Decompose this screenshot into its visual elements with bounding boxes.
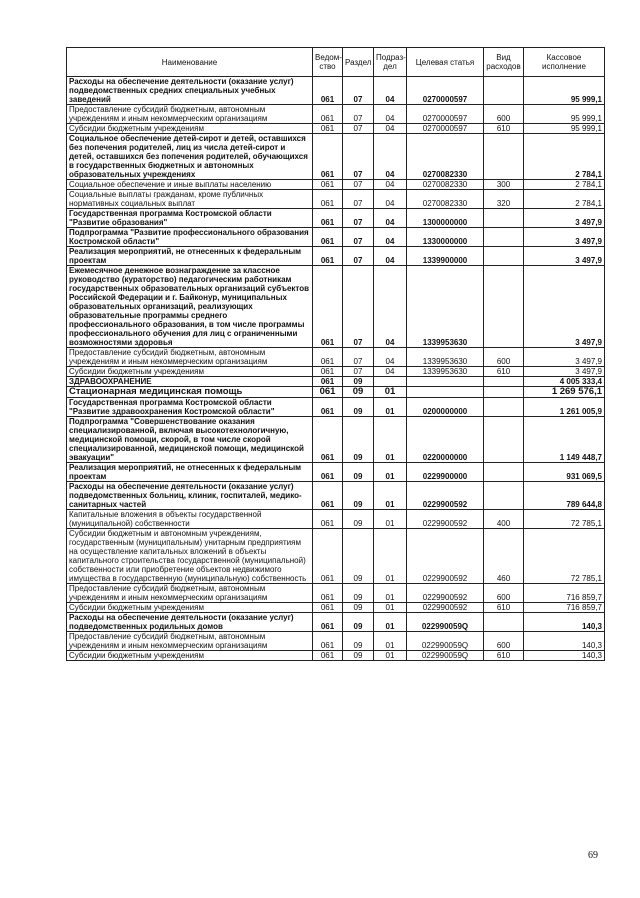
cell-name: Субсидии бюджетным учреждениям	[67, 124, 313, 134]
cell-kassa: 1 149 448,7	[524, 417, 605, 463]
cell-target	[407, 387, 484, 398]
cell-podrazdel: 04	[374, 77, 407, 105]
cell-name: Предоставление субсидий бюджетным, автономным учреждениям и иным некоммерческим организациям	[67, 105, 313, 124]
cell-name: Социальные выплаты гражданам, кроме публичных нормативных социальных выплат	[67, 190, 313, 209]
cell-ved: 061	[313, 266, 343, 348]
table-row	[67, 348, 605, 367]
cell-ved: 061	[313, 387, 343, 398]
table-row	[67, 377, 605, 387]
table-row	[67, 632, 605, 651]
cell-target: 0220000000	[407, 417, 484, 463]
cell-kassa: 789 644,8	[524, 482, 605, 510]
cell-target: 0270000597	[407, 105, 484, 124]
cell-razdel: 09	[343, 584, 374, 603]
cell-ved: 061	[313, 632, 343, 651]
cell-podrazdel: 01	[374, 463, 407, 482]
cell-kassa: 3 497,9	[524, 228, 605, 247]
cell-target: 0229900592	[407, 603, 484, 613]
cell-kassa: 2 784,1	[524, 134, 605, 180]
budget-table	[66, 47, 605, 661]
cell-razdel: 09	[343, 613, 374, 632]
table-row	[67, 266, 605, 348]
cell-ved: 061	[313, 134, 343, 180]
cell-podrazdel: 04	[374, 367, 407, 377]
cell-ved: 061	[313, 348, 343, 367]
cell-razdel: 09	[343, 417, 374, 463]
cell-vid: 600	[484, 105, 524, 124]
cell-name: Государственная программа Костромской области "Развитие здравоохранения Костромской области"	[67, 398, 313, 417]
cell-razdel: 09	[343, 529, 374, 584]
cell-name: Капитальные вложения в объекты государственной (муниципальной) собственности	[67, 510, 313, 529]
cell-ved: 061	[313, 482, 343, 510]
cell-razdel: 07	[343, 266, 374, 348]
cell-ved: 061	[313, 463, 343, 482]
cell-ved: 061	[313, 247, 343, 266]
cell-razdel: 07	[343, 209, 374, 228]
cell-vid	[484, 398, 524, 417]
cell-kassa: 95 999,1	[524, 77, 605, 105]
cell-podrazdel: 04	[374, 247, 407, 266]
cell-vid: 610	[484, 651, 524, 661]
header-target: Целевая статья	[407, 48, 484, 77]
cell-razdel: 09	[343, 632, 374, 651]
cell-name: Расходы на обеспечение деятельности (оказание услуг) подведомственных родильных домов	[67, 613, 313, 632]
cell-target: 0270000597	[407, 77, 484, 105]
cell-kassa: 931 069,5	[524, 463, 605, 482]
cell-target: 1339953630	[407, 348, 484, 367]
cell-target: 1339953630	[407, 266, 484, 348]
cell-target: 1330000000	[407, 228, 484, 247]
cell-vid	[484, 228, 524, 247]
cell-name: Предоставление субсидий бюджетным, автономным учреждениям и иным некоммерческим организациям	[67, 348, 313, 367]
cell-podrazdel: 01	[374, 529, 407, 584]
cell-target: 0229900000	[407, 463, 484, 482]
cell-vid	[484, 209, 524, 228]
cell-target: 022990059Q	[407, 613, 484, 632]
cell-target: 0229900592	[407, 510, 484, 529]
table-row	[67, 398, 605, 417]
cell-ved: 061	[313, 398, 343, 417]
cell-name: Социальное обеспечение детей-сирот и детей, оставшихся без попечения родителей, лиц из числа детей-сирот и детей, оставшихся без попечения родителей, обучающихся в государственных бюджетных и автономных образовательных учреждениях	[67, 134, 313, 180]
cell-podrazdel: 01	[374, 387, 407, 398]
cell-target: 0270000597	[407, 124, 484, 134]
cell-name: Государственная программа Костромской области "Развитие образования"	[67, 209, 313, 228]
cell-razdel: 09	[343, 482, 374, 510]
cell-vid: 300	[484, 180, 524, 190]
cell-razdel: 07	[343, 180, 374, 190]
cell-vid	[484, 613, 524, 632]
table-row	[67, 529, 605, 584]
table-row	[67, 613, 605, 632]
cell-ved: 061	[313, 124, 343, 134]
header-podrazdel: Подраз-дел	[374, 48, 407, 77]
cell-podrazdel	[374, 377, 407, 387]
cell-target: 1300000000	[407, 209, 484, 228]
cell-vid: 400	[484, 510, 524, 529]
cell-vid	[484, 77, 524, 105]
cell-name: ЗДРАВООХРАНЕНИЕ	[67, 377, 313, 387]
cell-target: 0270082330	[407, 134, 484, 180]
cell-podrazdel: 01	[374, 632, 407, 651]
cell-vid: 600	[484, 584, 524, 603]
table-row	[67, 247, 605, 266]
cell-ved: 061	[313, 529, 343, 584]
cell-name: Субсидии бюджетным учреждениям	[67, 651, 313, 661]
cell-ved: 061	[313, 651, 343, 661]
cell-vid	[484, 463, 524, 482]
table-row	[67, 387, 605, 398]
cell-vid	[484, 247, 524, 266]
cell-ved: 061	[313, 77, 343, 105]
cell-ved: 061	[313, 105, 343, 124]
header-razdel: Раздел	[343, 48, 374, 77]
cell-razdel: 07	[343, 77, 374, 105]
cell-vid: 600	[484, 632, 524, 651]
cell-kassa: 140,3	[524, 651, 605, 661]
cell-target: 1339900000	[407, 247, 484, 266]
cell-razdel: 09	[343, 387, 374, 398]
cell-target: 0270082330	[407, 180, 484, 190]
cell-podrazdel: 04	[374, 348, 407, 367]
table-row	[67, 367, 605, 377]
cell-target: 0270082330	[407, 190, 484, 209]
cell-podrazdel: 01	[374, 651, 407, 661]
cell-podrazdel: 01	[374, 603, 407, 613]
cell-name: Предоставление субсидий бюджетным, автономным учреждениям и иным некоммерческим организациям	[67, 584, 313, 603]
cell-vid	[484, 134, 524, 180]
cell-vid: 460	[484, 529, 524, 584]
cell-vid	[484, 417, 524, 463]
cell-name: Реализация мероприятий, не отнесенных к федеральным проектам	[67, 247, 313, 266]
cell-podrazdel: 01	[374, 398, 407, 417]
cell-kassa: 2 784,1	[524, 190, 605, 209]
cell-name: Субсидии бюджетным и автономным учреждениям, государственным (муниципальным) унитарным предприятиям на осуществление капитальных вложений в объекты капитального строительства государственной (муниципальной) собственности или приобретение объектов недвижимого имущества в государственную (муниципальную) собственность	[67, 529, 313, 584]
cell-kassa: 3 497,9	[524, 348, 605, 367]
table-row	[67, 510, 605, 529]
cell-razdel: 09	[343, 603, 374, 613]
cell-razdel: 07	[343, 228, 374, 247]
cell-ved: 061	[313, 417, 343, 463]
cell-vid: 610	[484, 124, 524, 134]
table-row	[67, 105, 605, 124]
cell-target: 022990059Q	[407, 651, 484, 661]
cell-ved: 061	[313, 377, 343, 387]
cell-ved: 061	[313, 510, 343, 529]
cell-podrazdel: 01	[374, 482, 407, 510]
cell-vid	[484, 377, 524, 387]
table-row	[67, 603, 605, 613]
table-row	[67, 584, 605, 603]
cell-name: Подпрограмма "Развитие профессионального образования Костромской области"	[67, 228, 313, 247]
cell-name: Стационарная медицинская помощь	[67, 387, 313, 398]
cell-kassa: 140,3	[524, 613, 605, 632]
table-row	[67, 417, 605, 463]
table-row	[67, 134, 605, 180]
cell-ved: 061	[313, 228, 343, 247]
cell-vid: 610	[484, 603, 524, 613]
table-row	[67, 228, 605, 247]
cell-razdel: 07	[343, 105, 374, 124]
cell-kassa: 1 269 576,1	[524, 387, 605, 398]
cell-podrazdel: 01	[374, 613, 407, 632]
cell-ved: 061	[313, 209, 343, 228]
header-ved: Ведом-ство	[313, 48, 343, 77]
table-row	[67, 209, 605, 228]
cell-ved: 061	[313, 190, 343, 209]
cell-name: Ежемесячное денежное вознаграждение за классное руководство (кураторство) педагогическим работникам государственных образовательных организаций субъектов Российской Федерации и г. Байконур, муниципальных образовательных организаций, реализующих образовательные программы среднего профессионального образования, в том числе программы профессионального обучения для лиц с ограниченными возможностями здоровья	[67, 266, 313, 348]
cell-ved: 061	[313, 603, 343, 613]
cell-kassa: 3 497,9	[524, 266, 605, 348]
cell-ved: 061	[313, 367, 343, 377]
cell-target: 022990059Q	[407, 632, 484, 651]
cell-podrazdel: 04	[374, 190, 407, 209]
cell-name: Реализация мероприятий, не отнесенных к федеральным проектам	[67, 463, 313, 482]
cell-name: Предоставление субсидий бюджетным, автономным учреждениям и иным некоммерческим организациям	[67, 632, 313, 651]
cell-target: 0229900592	[407, 482, 484, 510]
cell-name: Социальное обеспечение и иные выплаты населению	[67, 180, 313, 190]
cell-name: Расходы на обеспечение деятельности (оказание услуг) подведомственных средних специальных учебных заведений	[67, 77, 313, 105]
header-vid: Вид расходов	[484, 48, 524, 77]
cell-razdel: 07	[343, 247, 374, 266]
cell-razdel: 07	[343, 367, 374, 377]
cell-podrazdel: 01	[374, 417, 407, 463]
cell-vid	[484, 387, 524, 398]
table-row	[67, 180, 605, 190]
cell-vid	[484, 266, 524, 348]
cell-kassa: 72 785,1	[524, 510, 605, 529]
cell-vid: 610	[484, 367, 524, 377]
table-row	[67, 463, 605, 482]
cell-vid: 600	[484, 348, 524, 367]
cell-name: Субсидии бюджетным учреждениям	[67, 603, 313, 613]
table-row	[67, 651, 605, 661]
cell-razdel: 07	[343, 348, 374, 367]
cell-target: 0200000000	[407, 398, 484, 417]
cell-razdel: 07	[343, 190, 374, 209]
cell-kassa: 2 784,1	[524, 180, 605, 190]
cell-podrazdel: 04	[374, 228, 407, 247]
table-body	[67, 77, 605, 661]
cell-target	[407, 377, 484, 387]
cell-razdel: 09	[343, 463, 374, 482]
cell-ved: 061	[313, 613, 343, 632]
cell-podrazdel: 01	[374, 584, 407, 603]
cell-kassa: 3 497,9	[524, 209, 605, 228]
cell-podrazdel: 04	[374, 266, 407, 348]
cell-razdel: 07	[343, 134, 374, 180]
cell-name: Подпрограмма "Совершенствование оказания специализированной, включая высокотехнологичную, медицинской помощи, скорой, в том числе скорой специализированной, медицинской помощи, медицинской эвакуации"	[67, 417, 313, 463]
table-row	[67, 124, 605, 134]
table-row	[67, 77, 605, 105]
cell-razdel: 07	[343, 124, 374, 134]
cell-kassa: 3 497,9	[524, 367, 605, 377]
cell-podrazdel: 04	[374, 134, 407, 180]
cell-target: 0229900592	[407, 529, 484, 584]
cell-kassa: 4 005 333,4	[524, 377, 605, 387]
header-kassa: Кассовое исполнение	[524, 48, 605, 77]
cell-name: Субсидии бюджетным учреждениям	[67, 367, 313, 377]
cell-ved: 061	[313, 584, 343, 603]
page-number: 69	[588, 850, 598, 861]
cell-kassa: 95 999,1	[524, 124, 605, 134]
table-row	[67, 190, 605, 209]
cell-kassa: 716 859,7	[524, 584, 605, 603]
cell-ved: 061	[313, 180, 343, 190]
header-name: Наименование	[67, 48, 313, 77]
cell-razdel: 09	[343, 651, 374, 661]
cell-kassa: 3 497,9	[524, 247, 605, 266]
cell-podrazdel: 04	[374, 180, 407, 190]
table-row	[67, 482, 605, 510]
cell-vid	[484, 482, 524, 510]
cell-razdel: 09	[343, 398, 374, 417]
cell-kassa: 1 261 005,9	[524, 398, 605, 417]
cell-razdel: 09	[343, 510, 374, 529]
cell-kassa: 72 785,1	[524, 529, 605, 584]
cell-podrazdel: 04	[374, 209, 407, 228]
cell-vid: 320	[484, 190, 524, 209]
cell-kassa: 95 999,1	[524, 105, 605, 124]
cell-kassa: 716 859,7	[524, 603, 605, 613]
cell-kassa: 140,3	[524, 632, 605, 651]
cell-target: 1339953630	[407, 367, 484, 377]
table-header-row	[67, 48, 605, 77]
cell-podrazdel: 04	[374, 124, 407, 134]
cell-razdel: 09	[343, 377, 374, 387]
cell-target: 0229900592	[407, 584, 484, 603]
cell-podrazdel: 01	[374, 510, 407, 529]
cell-podrazdel: 04	[374, 105, 407, 124]
cell-name: Расходы на обеспечение деятельности (оказание услуг) подведомственных больниц, клиник, госпиталей, медико-санитарных частей	[67, 482, 313, 510]
